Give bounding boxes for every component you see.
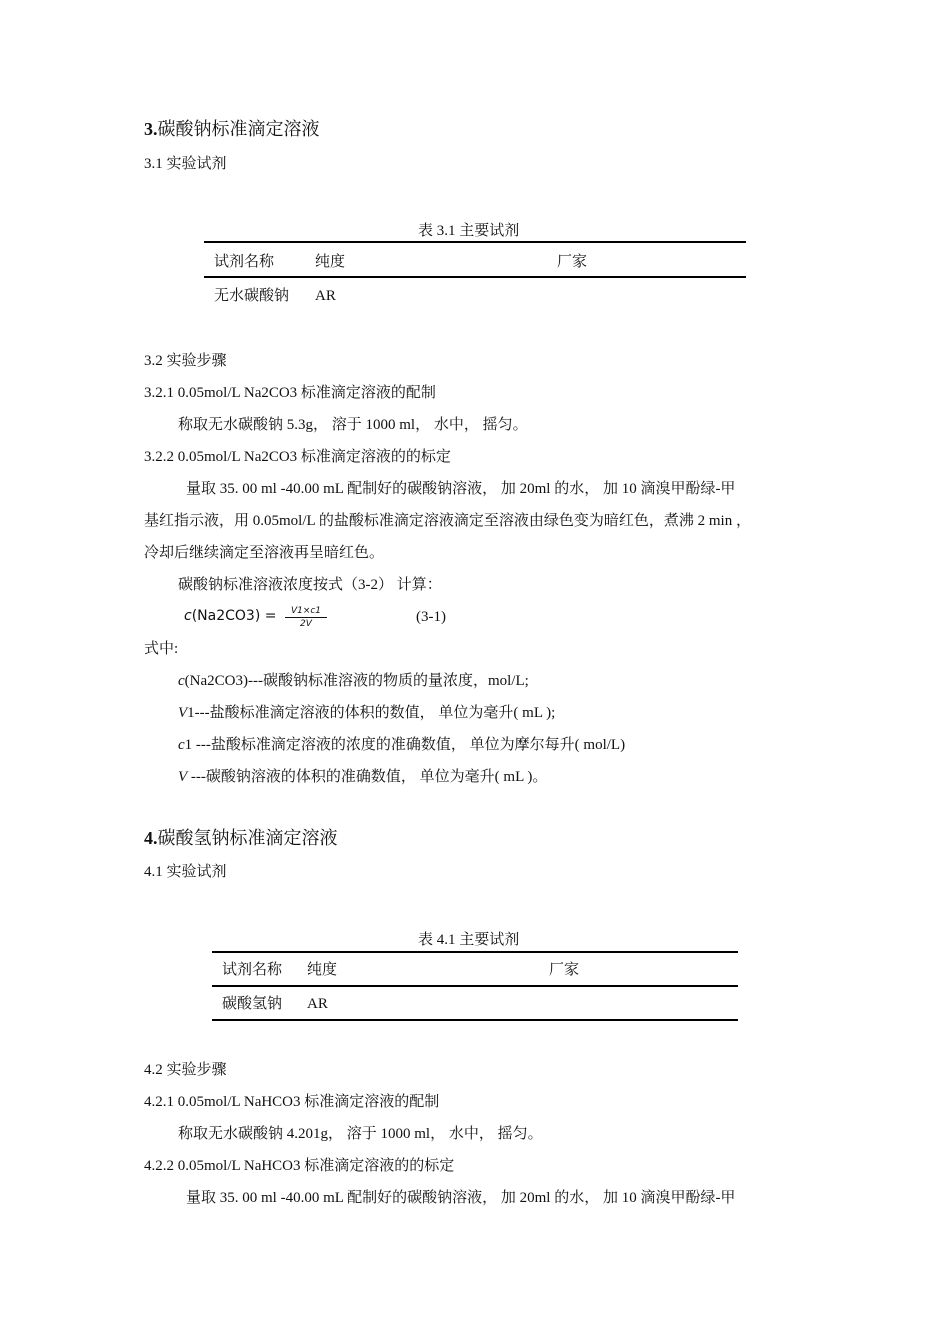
subsection-4-1: 4.1 实验试剂	[144, 864, 227, 880]
table-top-rule	[204, 241, 746, 243]
subsection-3-2-1: 3.2.1 0.05mol/L Na2CO3 标准滴定溶液的配制	[144, 385, 436, 401]
formula-tag: (3-1)	[416, 609, 446, 625]
paragraph-3-2-1: 称取无水碳酸钠 5.3g， 溶于 1000 ml， 水中， 摇匀。	[178, 417, 528, 433]
where-label: 式中:	[144, 641, 179, 657]
subsection-3-2: 3.2 实验步骤	[144, 353, 227, 369]
table-4-1-caption: 表 4.1 主要试剂	[418, 932, 520, 948]
table-header-rule	[212, 985, 738, 987]
formula-numerator: V1×c1	[285, 606, 327, 618]
table-3-1-caption: 表 3.1 主要试剂	[418, 223, 520, 239]
formula-denominator: 2V	[300, 619, 312, 629]
table-header-name: 试剂名称	[222, 962, 283, 978]
definition-c: c(Na2CO3)---碳酸钠标准溶液的物质的量浓度，mol/L;	[178, 673, 529, 689]
subsection-3-1: 3.1 实验试剂	[144, 156, 227, 172]
subsection-3-2-2: 3.2.2 0.05mol/L Na2CO3 标准滴定溶液的的标定	[144, 449, 451, 465]
table-cell-purity: AR	[307, 996, 328, 1012]
table-header-purity: 纯度	[315, 254, 346, 270]
paragraph-3-2-2-line3: 冷却后继续滴定至溶液再呈暗红色。	[144, 545, 385, 561]
table-top-rule	[212, 951, 738, 953]
definition-v: V ---碳酸钠溶液的体积的准确数值， 单位为毫升( mL )。	[178, 769, 548, 785]
table-cell-purity: AR	[315, 288, 336, 304]
table-header-maker: 厂家	[549, 962, 580, 978]
paragraph-4-2-1: 称取无水碳酸钠 4.201g， 溶于 1000 ml， 水中， 摇匀。	[178, 1126, 543, 1142]
definition-c1: c1 ---盐酸标准滴定溶液的浓度的准确数值， 单位为摩尔每升( mol/L)	[178, 737, 626, 753]
formula-lhs: c(Na2CO3) =	[184, 608, 277, 624]
subsection-4-2: 4.2 实验步骤	[144, 1062, 227, 1078]
calc-intro: 碳酸钠标准溶液浓度按式（3-2） 计算：	[178, 577, 442, 593]
subsection-4-2-1: 4.2.1 0.05mol/L NaHCO3 标准滴定溶液的配制	[144, 1094, 440, 1110]
paragraph-4-2-2-line1: 量取 35. 00 ml -40.00 mL 配制好的碳酸钠溶液， 加 20ml 的水， 加 10 滴溴甲酚绿-甲	[186, 1190, 736, 1206]
table-bottom-rule	[212, 1019, 738, 1021]
table-cell-name: 碳酸氢钠	[222, 996, 283, 1012]
subsection-4-2-2: 4.2.2 0.05mol/L NaHCO3 标准滴定溶液的的标定	[144, 1158, 455, 1174]
table-header-name: 试剂名称	[214, 254, 275, 270]
paragraph-3-2-2-line1: 量取 35. 00 ml -40.00 mL 配制好的碳酸钠溶液， 加 20ml 的水， 加 10 滴溴甲酚绿-甲	[186, 481, 736, 497]
table-cell-name: 无水碳酸钠	[214, 288, 290, 304]
section-3-heading: 3.碳酸钠标准滴定溶液	[144, 119, 320, 139]
table-header-rule	[204, 276, 746, 278]
paragraph-3-2-2-line2: 基红指示液，用 0.05mol/L 的盐酸标准滴定溶液滴定至溶液由绿色变为暗红色，煮沸 2 min ，	[144, 513, 751, 529]
table-header-purity: 纯度	[307, 962, 338, 978]
section-4-heading: 4.碳酸氢钠标准滴定溶液	[144, 828, 338, 848]
definition-v1: V1---盐酸标准滴定溶液的体积的数值， 单位为毫升( mL );	[178, 705, 556, 721]
table-header-maker: 厂家	[557, 254, 588, 270]
